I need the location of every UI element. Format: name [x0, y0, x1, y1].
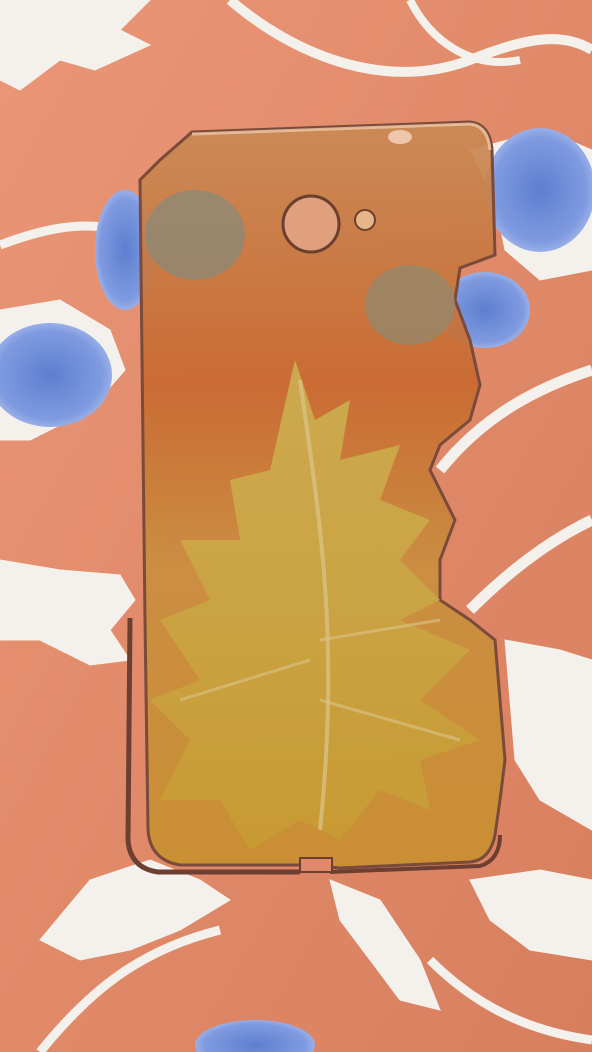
- case-top-notch: [388, 130, 412, 144]
- flash-hole: [355, 210, 375, 230]
- case-patch-top-right: [365, 265, 455, 345]
- blue-petal-right-top: [485, 128, 592, 252]
- case-bottom-port: [300, 858, 332, 872]
- case-patch-top-left: [145, 190, 245, 280]
- camera-hole: [283, 196, 339, 252]
